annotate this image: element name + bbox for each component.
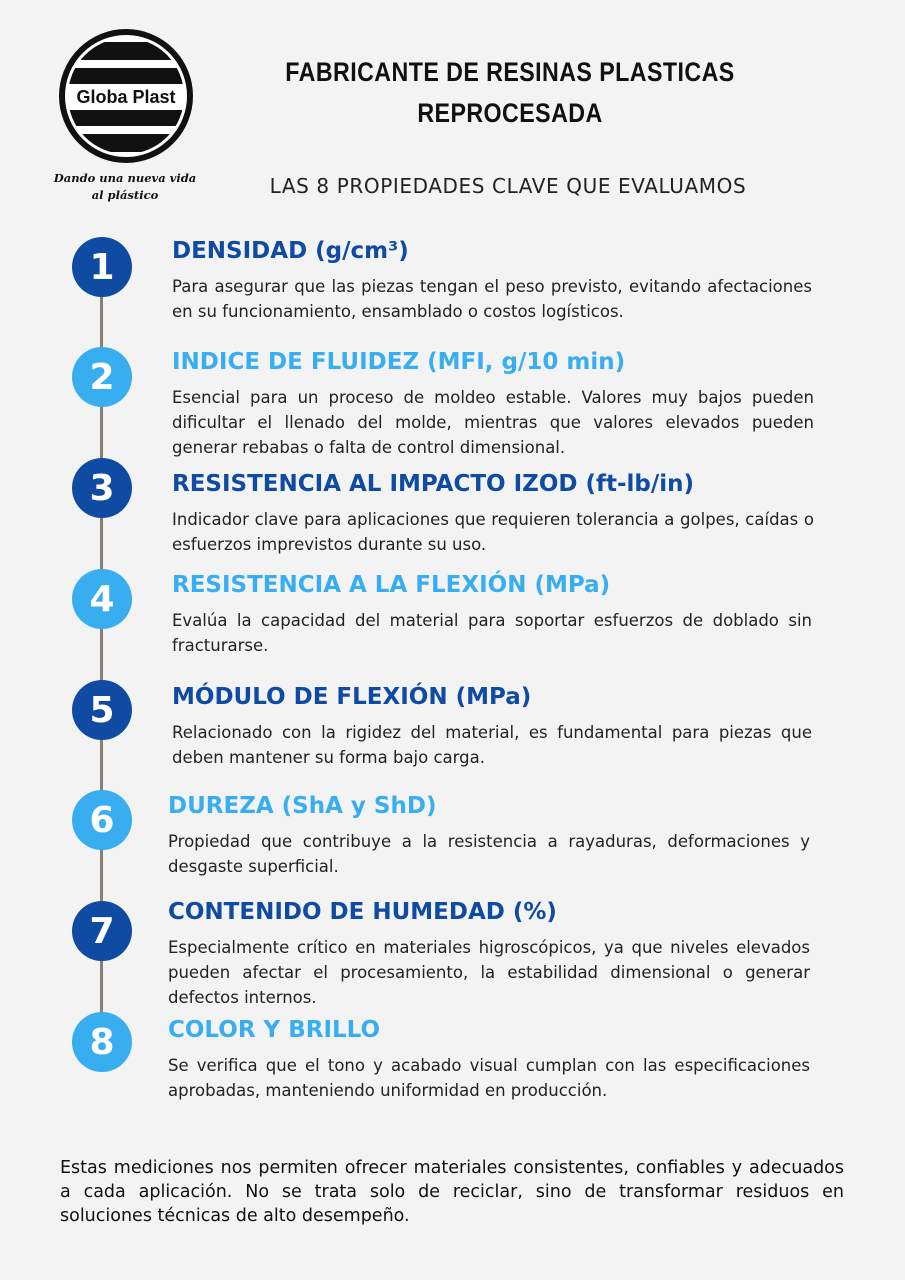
property-item-1: [172, 236, 812, 324]
property-1-description: Para asegurar que las piezas tengan el peso previsto, evitando afectaciones en su funcionamiento, ensamblado o costos logísticos.: [172, 277, 812, 321]
property-item-5: [172, 682, 812, 770]
property-8-title: COLOR Y BRILLO: [168, 1017, 381, 1043]
step-7-badge: 7: [72, 901, 132, 961]
step-1-badge: 1: [72, 237, 132, 297]
property-7-title: CONTENIDO DE HUMEDAD (%): [168, 899, 557, 925]
property-6-description: Propiedad que contribuye a la resistencia a rayaduras, deformaciones y desgaste superficial.: [168, 832, 810, 876]
property-7-description: Especialmente crítico en materiales higroscópicos, ya que niveles elevados pueden afectar el procesamiento, la estabilidad dimensional o generar defectos internos.: [168, 938, 810, 1007]
property-2-title: INDICE DE FLUIDEZ (MFI, g/10 min): [172, 349, 626, 375]
property-item-8: [168, 1015, 810, 1103]
step-3-badge: 3: [72, 458, 132, 518]
step-8-badge: 8: [72, 1012, 132, 1072]
logo-brand-text: Globa Plast: [76, 87, 176, 107]
property-item-2: [172, 347, 814, 460]
property-4-description: Evalúa la capacidad del material para soportar esfuerzos de doblado sin fracturarse.: [172, 611, 812, 655]
property-6-title: DUREZA (ShA y ShD): [168, 793, 437, 819]
page-title: [269, 52, 751, 134]
step-6-badge: 6: [72, 790, 132, 850]
page-subtitle: LAS 8 PROPIEDADES CLAVE QUE EVALUAMOS: [269, 174, 747, 198]
property-4-title: RESISTENCIA A LA FLEXIÓN (MPa): [172, 572, 611, 598]
step-5-badge: 5: [72, 680, 132, 740]
tagline-line-1: Dando una nueva vida: [53, 171, 197, 185]
property-3-description: Indicador clave para aplicaciones que requieren tolerancia a golpes, caídas o esfuerzos imprevistos durante su uso.: [172, 510, 814, 554]
property-5-description: Relacionado con la rigidez del material, es fundamental para piezas que deben mantener su forma bajo carga.: [172, 723, 812, 767]
property-3-title: RESISTENCIA AL IMPACTO IZOD (ft-lb/in): [172, 471, 695, 497]
property-2-description: Esencial para un proceso de moldeo estable. Valores muy bajos pueden dificultar el llenado del molde, mientras que valores elevados pueden generar rebabas o falta de control dimensional.: [172, 388, 814, 457]
property-5-title: MÓDULO DE FLEXIÓN (MPa): [172, 684, 532, 710]
page-title-line-2: REPROCESADA: [417, 98, 603, 128]
property-item-6: [168, 791, 810, 879]
property-item-3: [172, 469, 814, 557]
step-2-badge: 2: [72, 347, 132, 407]
property-item-7: [168, 897, 810, 1010]
logo-tagline: [50, 170, 200, 204]
tagline-line-2: al plástico: [91, 188, 159, 202]
step-4-badge: 4: [72, 569, 132, 629]
property-8-description: Se verifica que el tono y acabado visual cumplan con las especificaciones aprobadas, manteniendo uniformidad en producción.: [168, 1056, 810, 1100]
property-1-title: DENSIDAD (g/cm³): [172, 238, 409, 264]
footer-statement: Estas mediciones nos permiten ofrecer materiales consistentes, confiables y adecuados a cada aplicación. No se trata solo de reciclar, sino de transformar residuos en soluciones técnicas de alto desempeño.: [60, 1158, 844, 1226]
page-title-line-1: FABRICANTE DE RESINAS PLASTICAS: [285, 57, 735, 87]
globa-plast-logo: [58, 28, 194, 164]
property-item-4: [172, 570, 812, 658]
